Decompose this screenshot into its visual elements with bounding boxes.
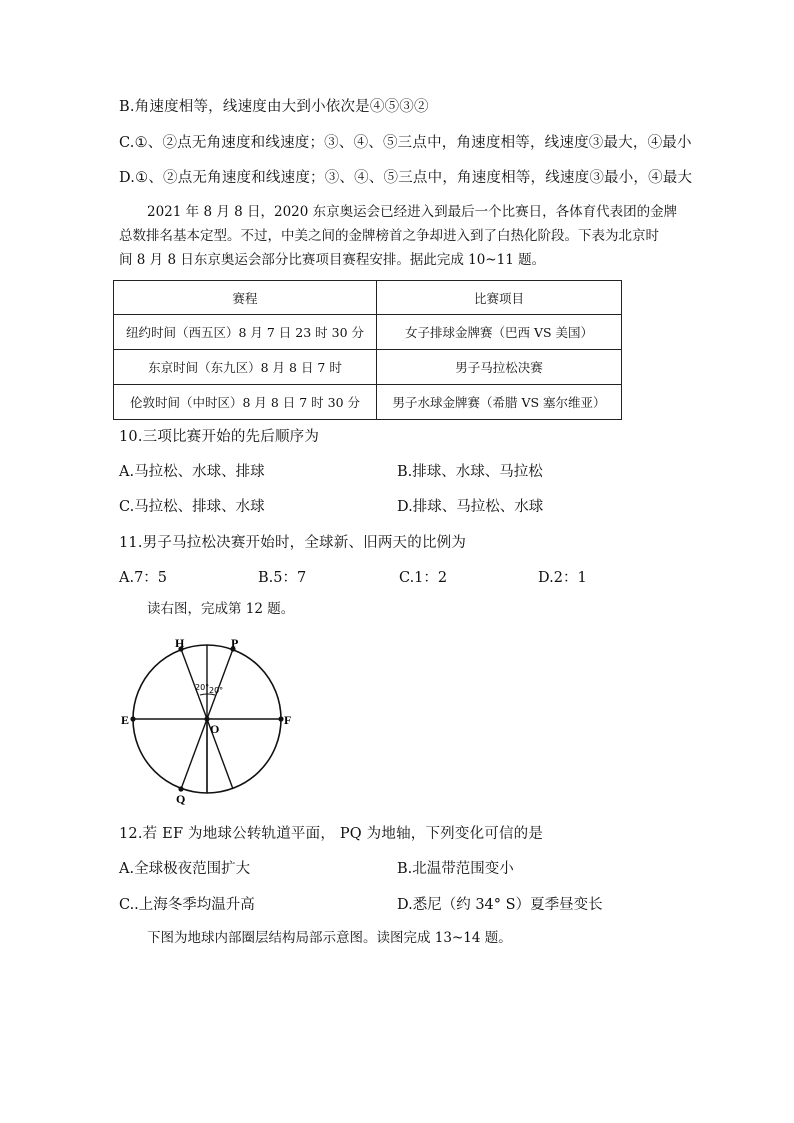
point-o — [204, 716, 209, 721]
q11-option-c: C.1：2 — [399, 570, 448, 586]
table-header: 赛程 — [114, 281, 377, 315]
table-row — [114, 385, 622, 420]
point-e — [130, 716, 135, 721]
angle-arc-left — [200, 694, 207, 695]
earth-axis-diagram — [118, 632, 308, 807]
table-header-row — [114, 281, 622, 315]
q11-option-d: D.2：1 — [538, 570, 587, 586]
q11-option-b: B.5：7 — [258, 570, 307, 586]
q11-option-a: A.7：5 — [119, 570, 168, 586]
label-e: E — [121, 713, 130, 727]
q12-stem: 12.若 EF 为地球公转轨道平面， PQ 为地轴，下列变化可信的是 — [119, 826, 544, 842]
point-f — [278, 716, 283, 721]
table-cell: 男子马拉松决赛 — [377, 350, 622, 385]
q12-option-a: A.全球极夜范围扩大 — [119, 861, 251, 877]
q9-option-d: D.①、②点无角速度和线速度；③、④、⑤三点中，角速度相等，线速度③最小，④最大 — [119, 170, 693, 186]
q12-option-b: B.北温带范围变小 — [397, 861, 514, 877]
angle-label-left: 20° — [195, 683, 210, 692]
table-cell: 伦敦时间（中时区）8 月 8 日 7 时 30 分 — [114, 385, 377, 420]
table-row — [114, 350, 622, 385]
label-f: F — [284, 713, 292, 727]
intro-13-14-text: 下图为地球内部圈层结构局部示意图。读图完成 13~14 题。 — [147, 930, 512, 946]
table-cell: 女子排球金牌赛（巴西 VS 美国） — [377, 315, 622, 350]
intro-12 — [119, 597, 679, 621]
label-p: P — [231, 636, 239, 650]
intro-12-text: 读右图，完成第 12 题。 — [147, 601, 295, 617]
q10-option-b: B.排球、水球、马拉松 — [397, 464, 543, 480]
q9-option-c: C.①、②点无角速度和线速度；③、④、⑤三点中，角速度相等，线速度③最大，④最小 — [119, 135, 692, 151]
q12-option-c: C..上海冬季均温升高 — [119, 897, 255, 913]
intro-line-1: 2021 年 8 月 8 日，2020 东京奥运会已经进入到最后一个比赛日，各体育代表团的金牌 — [147, 204, 678, 220]
intro-13-14 — [119, 926, 679, 950]
q10-option-a: A.马拉松、水球、排球 — [119, 464, 265, 480]
schedule-table — [113, 280, 622, 420]
label-q: Q — [176, 792, 186, 806]
point-q — [178, 786, 183, 791]
label-h: H — [175, 636, 185, 650]
q10-stem: 10.三项比赛开始的先后顺序为 — [119, 429, 320, 445]
table-header: 比赛项目 — [377, 281, 622, 315]
intro-line-2: 总数排名基本定型。不过，中美之间的金牌榜首之争却进入到了白热化阶段。下表为北京时 — [119, 228, 659, 244]
label-o: O — [210, 722, 220, 736]
q9-option-b: B.角速度相等，线速度由大到小依次是④⑤③② — [119, 99, 429, 115]
q10-option-c: C.马拉松、排球、水球 — [119, 499, 265, 515]
q12-option-d: D.悉尼（约 34° S）夏季昼变长 — [397, 897, 603, 913]
angle-label-right: 20° — [209, 686, 224, 695]
table-cell: 纽约时间（西五区）8 月 7 日 23 时 30 分 — [114, 315, 377, 350]
table-row — [114, 315, 622, 350]
intro-10-11 — [119, 200, 679, 272]
q11-stem: 11.男子马拉松决赛开始时，全球新、旧两天的比例为 — [119, 535, 467, 551]
table-cell: 东京时间（东九区）8 月 8 日 7 时 — [114, 350, 377, 385]
table-cell: 男子水球金牌赛（希腊 VS 塞尔维亚） — [377, 385, 622, 420]
intro-line-3: 间 8 月 8 日东京奥运会部分比赛项目赛程安排。据此完成 10~11 题。 — [119, 252, 546, 268]
q10-option-d: D.排球、马拉松、水球 — [397, 499, 544, 515]
